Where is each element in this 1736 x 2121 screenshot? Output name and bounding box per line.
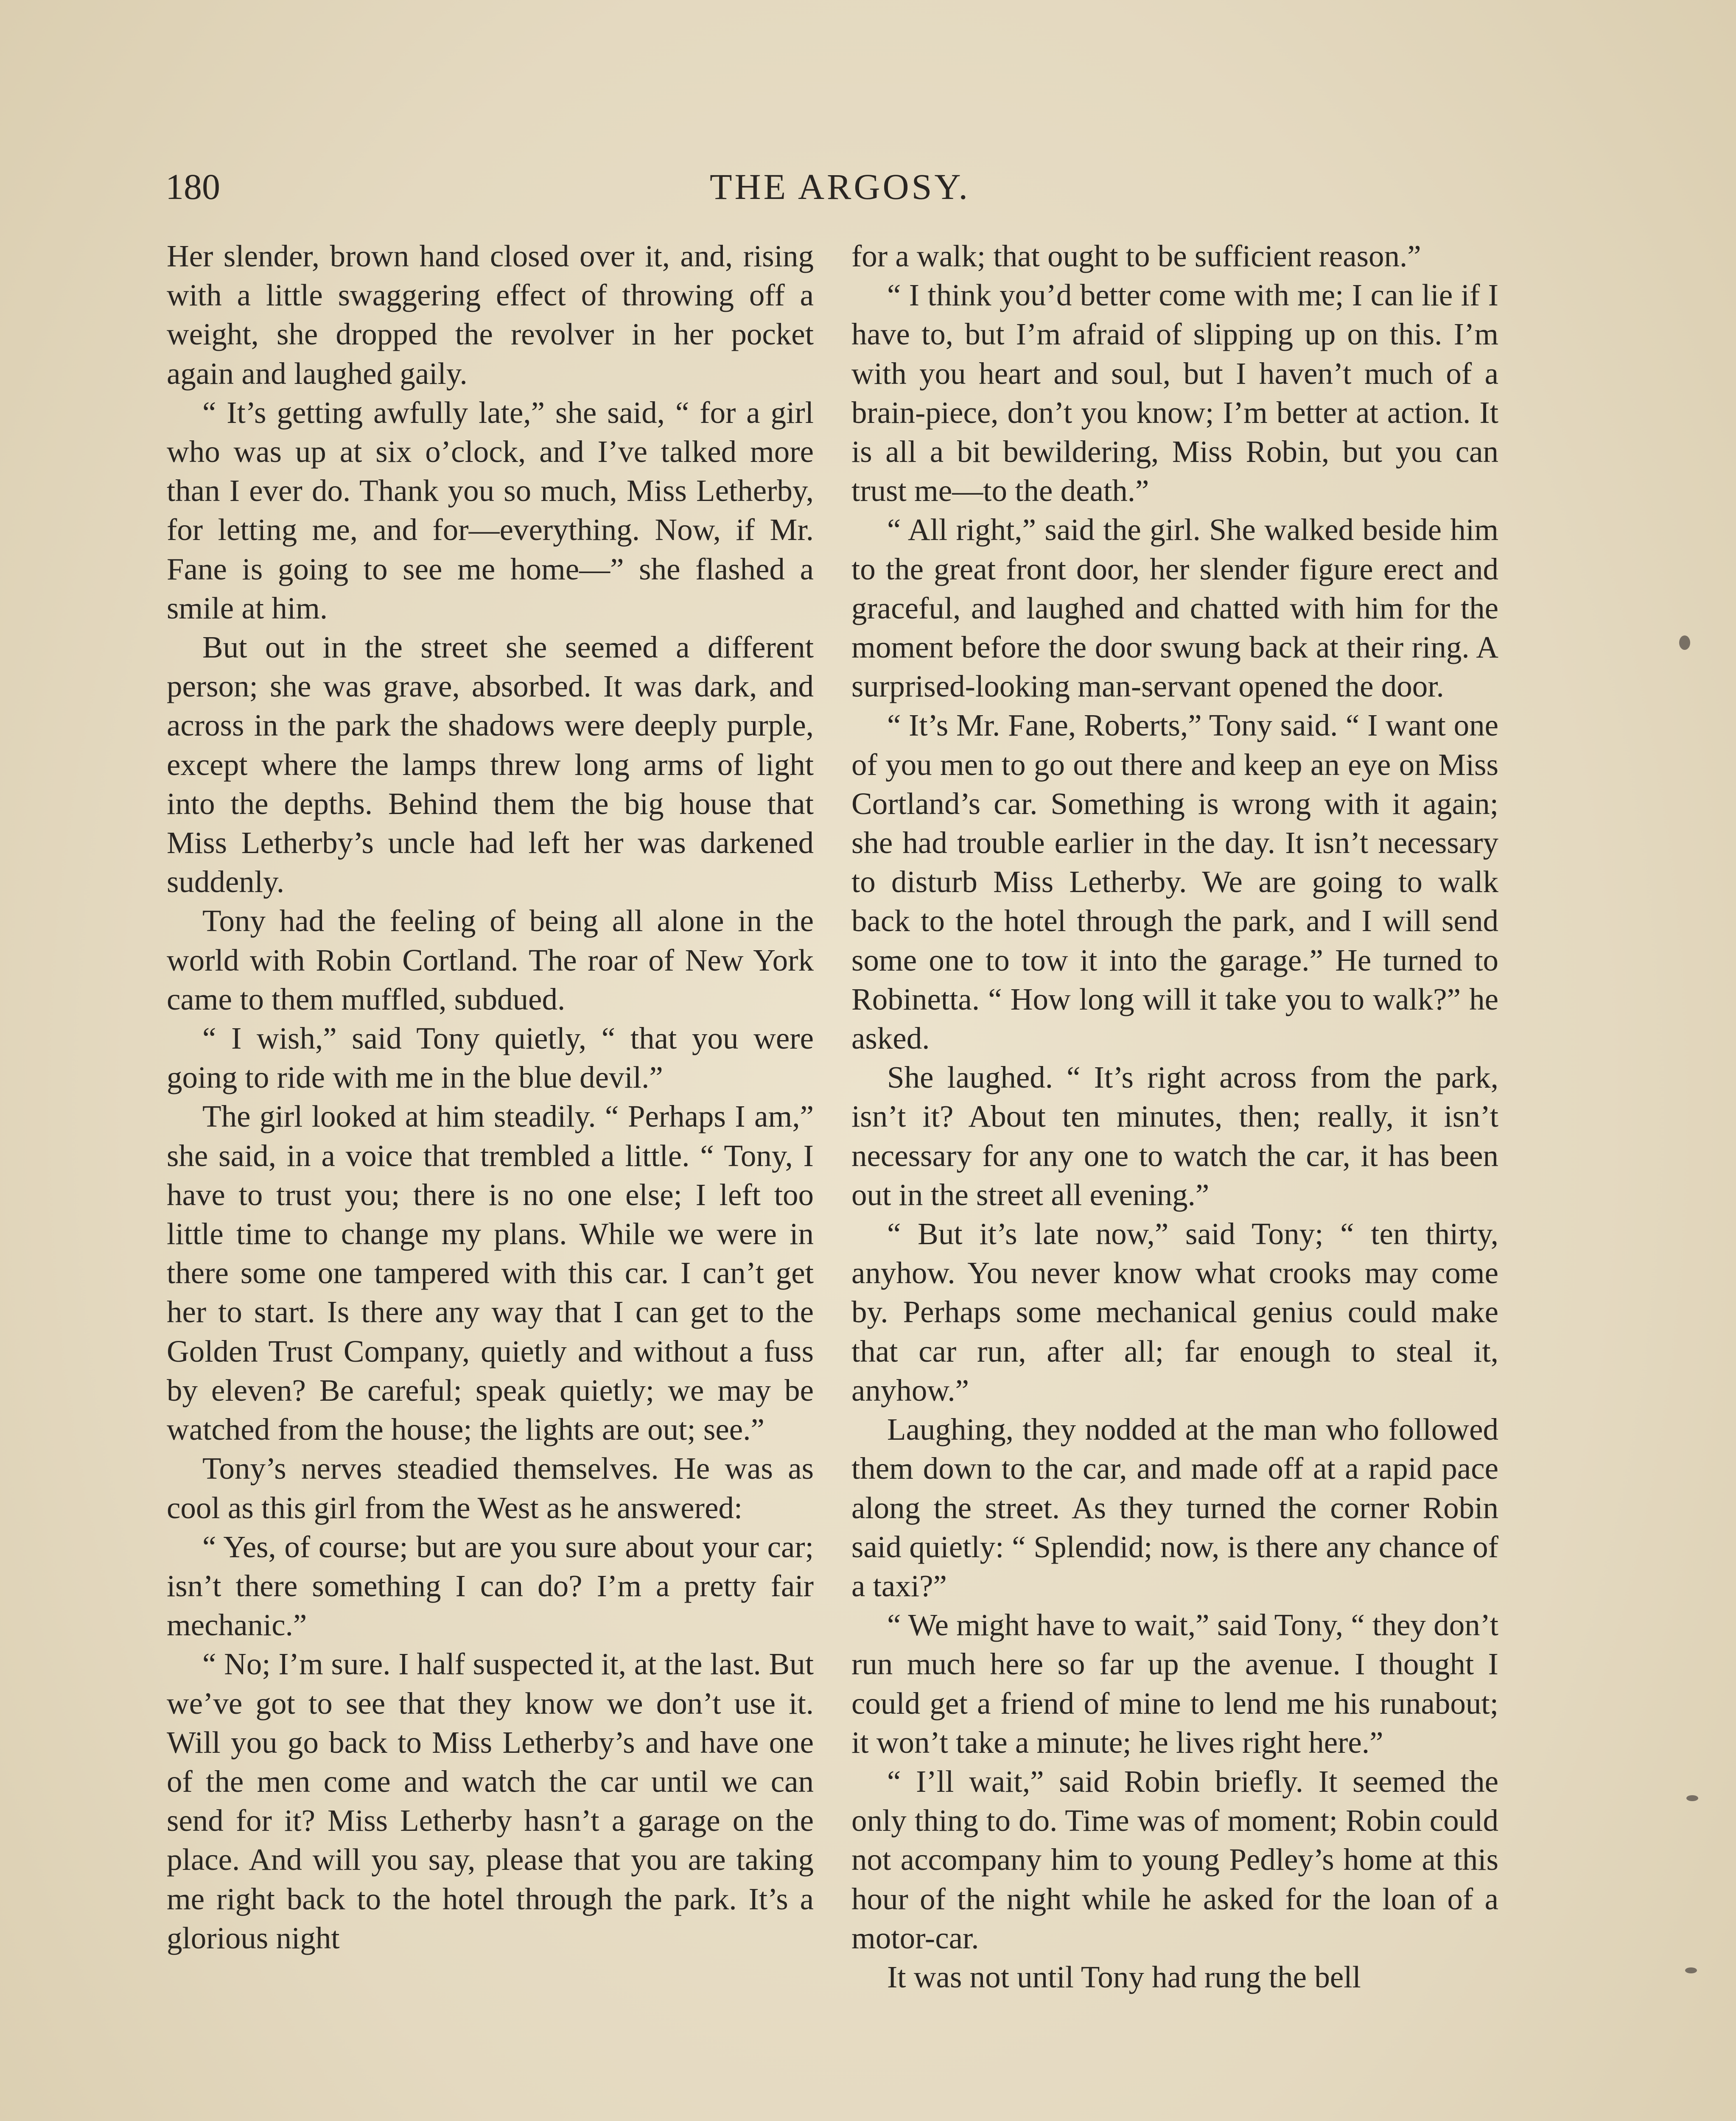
paragraph: for a walk; that ought to be sufficient reason.” — [851, 239, 1421, 273]
paragraph: But out in the street she seemed a different person; she was grave, absorbed. It was dark, and across in the park the shadows were deeply purple, except where the lamps threw long arms of light into the depths. Behind them the big house that Miss Letherby’s uncle had left her was darkened suddenly. — [167, 630, 814, 899]
staple-mark — [1686, 1795, 1698, 1801]
paragraph: Her slender, brown hand closed over it, and, rising with a little swaggering effect of throwing off a weight, she dropped the revolver in her pocket again and laughed gaily. — [167, 239, 814, 391]
staple-mark — [1679, 635, 1690, 650]
paragraph: Tony had the feeling of being all alone in the world with Robin Cortland. The roar of New York came to them muffled, subdued. — [167, 904, 814, 1016]
paragraph: “ Yes, of course; but are you sure about your car; isn’t there something I can do? I’m a pretty fair mechanic.” — [167, 1529, 814, 1643]
paragraph: “ All right,” said the girl. She walked beside him to the great front door, her slender figure erect and graceful, and laughed and chatted with him for the moment before the door swung back at their ring. A surprised-looking man-servant opened the door. — [851, 512, 1498, 704]
paragraph: Laughing, they nodded at the man who followed them down to the car, and made off at a rapid pace along the street. As they turned the corner Robin said quietly: “ Splendid; now, is there any chance of a taxi?” — [851, 1412, 1498, 1603]
paragraph: “ No; I’m sure. I half suspected it, at the last. But we’ve got to see that they know we don’t use it. Will you go back to Miss Letherby’s and have one of the men come and watch the car until we can send for it? Miss Letherby hasn’t a garage on the place. And will you say, please that you are taking me right back to the hotel through the park. It’s a glorious night — [167, 1647, 814, 1955]
paragraph: The girl looked at him steadily. “ Perhaps I am,” she said, in a voice that trembled a little. “ Tony, I have to trust you; there is no one else; I left too little time to change my plans. While we were in there some one tampered with this car. I can’t get her to start. Is there any way that I can get to the Golden Trust Company, quietly and without a fuss by eleven? Be careful; speak quietly; we may be watched from the house; the lights are out; see.” — [167, 1099, 814, 1447]
paragraph: “ I think you’d better come with me; I can lie if I have to, but I’m afraid of slipping up on this. I’m with you heart and soul, but I haven’t much of a brain-piece, don’t you know; I’m better at action. It is all a bit bewildering, Miss Robin, but you can trust me—to the death.” — [851, 278, 1498, 508]
running-title: THE ARGOSY. — [710, 166, 970, 207]
page-number: 180 — [165, 166, 220, 207]
page-header — [165, 161, 1515, 212]
paragraph: Tony’s nerves steadied themselves. He was as cool as this girl from the West as he answered: — [167, 1451, 814, 1525]
paragraph: It was not until Tony had rung the bell — [887, 1959, 1361, 1994]
paragraph: “ It’s getting awfully late,” she said, “ for a girl who was up at six o’clock, and I’ve talked more than I ever do. Thank you so much, Miss Letherby, for letting me, and for—everything. Now, if Mr. Fane is going to see me home—” she flashed a smile at him. — [167, 395, 814, 625]
paragraph: “ It’s Mr. Fane, Roberts,” Tony said. “ I want one of you men to go out there and keep an eye on Miss Cortland’s car. Something is wrong with it again; she had trouble earlier in the day. It isn’t necessary to disturb Miss Letherby. We are going to walk back to the hotel through the park, and I will send some one to tow it into the garage.” He turned to Robinetta. “ How long will it take you to walk?” he asked. — [851, 708, 1498, 1056]
paragraph: “ We might have to wait,” said Tony, “ they don’t run much here so far up the avenue. I thought I could get a friend of mine to lend me his runabout; it won’t take a minute; he lives right here.” — [851, 1608, 1498, 1760]
staple-mark — [1685, 1967, 1697, 1973]
paragraph: “ But it’s late now,” said Tony; “ ten thirty, anyhow. You never know what crooks may come by. Perhaps some mechanical genius could make that car run, after all; far enough to steal it, anyhow.” — [851, 1217, 1498, 1407]
paragraph: “ I wish,” said Tony quietly, “ that you were going to ride with me in the blue devil.” — [167, 1021, 814, 1095]
paragraph: “ I’ll wait,” said Robin briefly. It seemed the only thing to do. Time was of moment; Robin could not accompany him to young Pedley’s home at this hour of the night while he asked for the loan of a motor-car. — [851, 1764, 1498, 1955]
paragraph: She laughed. “ It’s right across from the park, isn’t it? About ten minutes, then; really, it isn’t necessary for any one to watch the car, it has been out in the street all evening.” — [851, 1060, 1498, 1212]
left-column — [167, 237, 814, 1958]
right-column — [851, 237, 1498, 1997]
